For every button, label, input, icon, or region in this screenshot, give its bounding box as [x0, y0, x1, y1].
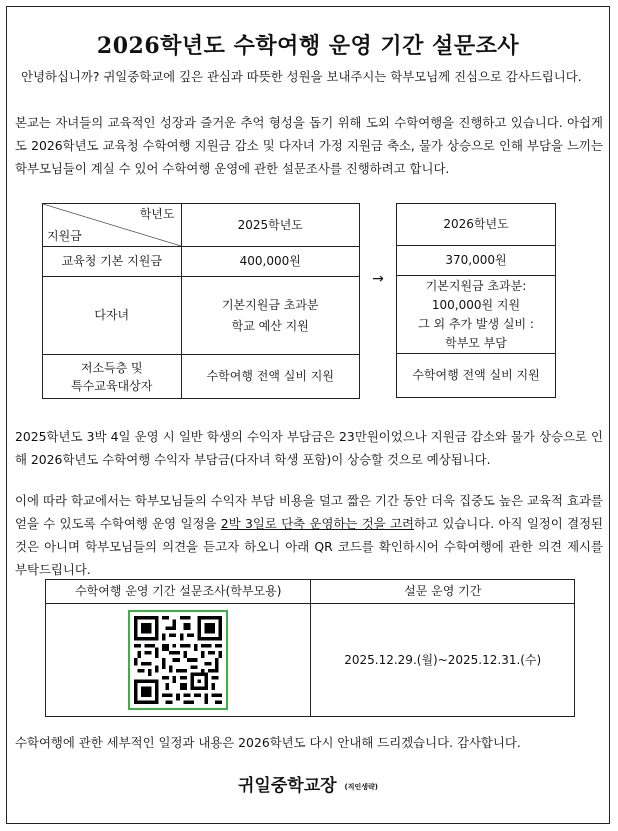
survey-header: 수학여행 운영 기간 설문조사(학부모용)	[46, 580, 311, 604]
cell-2025-multichild-line2: 학교 예산 지원	[231, 318, 309, 333]
greeting-paragraph: 안녕하십니까? 귀일중학교에 깊은 관심과 따뜻한 성원을 보내주시는 학부모님께 진심으로 감사드립니다.	[21, 69, 582, 84]
principal-name: 귀일중학교장	[238, 776, 337, 796]
plan-text-before: 이에 따라 학교에서는 학부모님들의 수익자 부담 비용을 덜고 짧은 기간 동안 더욱 집중도 높은 교육적 효과를 얻을 수 있도록 수학여행 운영 일정을	[15, 493, 603, 531]
row-label-lowincome-line1: 저소득층 및	[80, 360, 143, 375]
seal-omitted-note: (직인생략)	[344, 782, 378, 791]
survey-table	[45, 579, 575, 717]
survey-period-value: 2025.12.29.(월)~2025.12.31.(수)	[311, 604, 575, 717]
qr-cell	[46, 604, 311, 717]
cell-2026-multichild	[397, 276, 556, 354]
plan-text-after: 하고 있습니다. 아직 일정이 결정된 것은 아니며 학부모님들의 의견을 듣고자 하오니 아래 QR 코드를 확인하시어 수학여행에 관한 의견 제시를 부탁드립니다.	[15, 516, 604, 577]
notice-page	[6, 6, 610, 824]
cell-2025-basic: 400,000원	[181, 247, 360, 277]
cost-paragraph: 2025학년도 3박 4일 운영 시 일반 학생의 수익자 부담금은 23만원이었으나 지원금 감소와 물가 상승으로 인해 2026학년도 수학여행 수익자 부담금(다자녀 학생 포함)이 상승할 것으로 예상됩니다.	[15, 429, 603, 467]
cell-2026-multichild-line1: 기본지원금 초과분:	[425, 278, 527, 293]
qr-code-icon[interactable]	[134, 616, 222, 704]
cell-2026-multichild-line4: 학부모 부담	[445, 335, 507, 350]
row-label-multichild: 다자녀	[43, 277, 182, 355]
support-table-2026	[396, 203, 556, 398]
row-label-lowincome-line2: 특수교육대상자	[71, 378, 153, 393]
document-title: 2026학년도 수학여행 운영 기간 설문조사	[96, 33, 520, 59]
intro-paragraph: 본교는 자녀들의 교육적인 성장과 즐거운 추억 형성을 돕기 위해 도외 수학여행을 진행하고 있습니다. 아쉽게도 2026학년도 교육청 수학여행 지원금 감소 및 다자녀 가정 지원금 축소, 물가 상승으로 인해 부담을 느끼는 학부모님들이 계실 수 있어 수학여행 운영에 관한 설문조사를 진행하려고 합니다.	[15, 115, 603, 176]
plan-text-underlined: 2박 3일로 단축 운영하는 것을 고려	[220, 516, 415, 531]
arrow-icon: →	[372, 271, 384, 287]
header-2026: 2026학년도	[397, 204, 556, 246]
row-label-lowincome	[43, 355, 182, 399]
header-year-label: 학년도	[139, 207, 175, 221]
header-diagonal-cell	[43, 204, 182, 247]
qr-code-frame[interactable]	[128, 610, 228, 710]
plan-paragraph	[15, 489, 603, 581]
signature	[7, 771, 609, 796]
header-support-label: 지원금	[47, 229, 82, 243]
row-label-basic: 교육청 기본 지원금	[43, 247, 182, 277]
cell-2025-multichild	[181, 277, 360, 355]
cell-2026-lowincome: 수학여행 전액 실비 지원	[397, 354, 556, 398]
cell-2025-multichild-line1: 기본지원금 초과분	[221, 297, 319, 312]
cell-2026-multichild-line3: 그 외 추가 발생 실비 :	[418, 316, 534, 331]
header-2025: 2025학년도	[181, 204, 360, 247]
cell-2026-basic: 370,000원	[397, 246, 556, 276]
cell-2026-multichild-line2: 100,000원 지원	[431, 297, 521, 312]
support-table-2025	[42, 203, 360, 399]
period-header: 설문 운영 기간	[311, 580, 575, 604]
closing-text: 수학여행에 관한 세부적인 일정과 내용은 2026학년도 다시 안내해 드리겠습니다. 감사합니다.	[15, 735, 521, 750]
cell-2025-lowincome: 수학여행 전액 실비 지원	[181, 355, 360, 399]
